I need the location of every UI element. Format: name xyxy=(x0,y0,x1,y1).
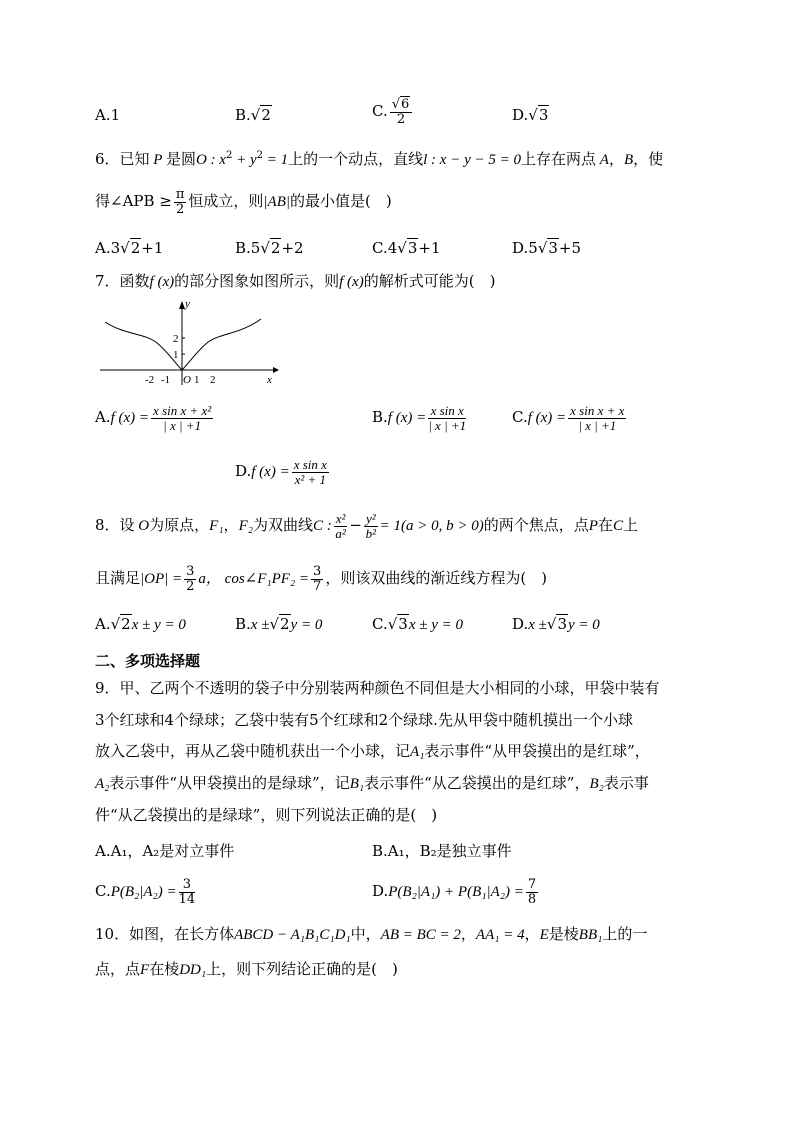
q8-f1: F₁ xyxy=(209,518,224,535)
q8-three: 3 xyxy=(186,564,195,579)
q8-cond: = 1(a > 0, b > 0) xyxy=(379,518,484,535)
q7-function-graph xyxy=(95,297,285,389)
function-curve xyxy=(105,319,261,370)
q9-option-d xyxy=(372,878,540,906)
q7-option-d-num: x sin x xyxy=(293,457,327,472)
y-label: y xyxy=(185,298,190,310)
q8-text-6: 上 xyxy=(622,516,638,535)
q10-text-6: 上的一 xyxy=(602,925,648,943)
q9-text-3b: 表示事件“从甲袋摸出的是红球”， xyxy=(424,742,650,760)
q9-option-c-fraction xyxy=(179,878,196,906)
q6-text-3: 上的一个动点，直线 xyxy=(288,150,424,168)
q6-two: 2 xyxy=(175,201,185,217)
q8-num2: y² xyxy=(365,511,376,526)
y-tick-label-1: 1 xyxy=(173,349,179,361)
q9-option-c-label: C. xyxy=(95,882,111,901)
q6-circle-eq-3: = 1 xyxy=(263,152,289,168)
q10-line-1 xyxy=(95,927,647,943)
q6-option-b-label: B. xyxy=(235,239,251,257)
x-tick-label-neg1: -1 xyxy=(161,374,171,386)
q9-option-a-label: A. xyxy=(95,842,111,860)
q6-line-eq: l : x − y − 5 = 0 xyxy=(423,152,521,168)
q8-x-fraction xyxy=(334,512,348,540)
q7-option-a xyxy=(95,404,215,432)
q10-line-2 xyxy=(95,962,398,978)
q6-option-a-tail: +1 xyxy=(141,239,164,257)
q9-option-c-text: P(B₂|A₂) = xyxy=(110,884,177,901)
q7-option-c-fx: f (x) = xyxy=(527,410,567,427)
q10-text-2: 中， xyxy=(350,925,381,943)
q5-option-a xyxy=(95,108,120,123)
q7-option-c-num: x sin x + x xyxy=(570,403,625,418)
q9-text-4c: 表示事 xyxy=(603,774,649,792)
q7-option-d-den: x² + 1 xyxy=(294,471,327,487)
q9-option-a xyxy=(95,844,234,859)
q8-option-a-tail: x ± y = 0 xyxy=(131,617,186,633)
q8-option-b-label: B. xyxy=(235,615,251,633)
q6-text-7: 的最小值是( ) xyxy=(290,192,392,211)
q6-angle-cond: 得∠APB ≥ xyxy=(95,192,172,211)
q6-text-5: ，使 xyxy=(633,150,664,168)
q8-den1: a² xyxy=(335,525,346,541)
q7-option-a-den: | x | +1 xyxy=(163,417,202,433)
q8-comma: ， xyxy=(223,516,239,535)
q9-option-d-num: 7 xyxy=(527,877,537,892)
q8-option-d: D.x ±√3y = 0 xyxy=(512,615,600,633)
q9-option-c xyxy=(95,878,197,906)
q8-three7: 3 xyxy=(313,564,322,579)
q5-option-a-text: A.1 xyxy=(95,106,121,124)
q7-option-a-fx: f (x) = xyxy=(110,410,150,427)
q8-text-8: ，则该双曲线的渐近线方程为( ) xyxy=(325,569,548,588)
q5-option-c-denominator: 2 xyxy=(396,111,406,127)
q5-option-b: B.√2 xyxy=(235,106,271,124)
q10-text-9: 上，则下列结论正确的是( ) xyxy=(206,960,398,978)
x-tick-label-2: 2 xyxy=(210,374,216,386)
q8-option-c: C.√3x ± y = 0 xyxy=(372,615,463,633)
q8-o: O xyxy=(138,518,150,535)
q8-text-4: 的两个焦点，点 xyxy=(483,516,589,535)
q7-option-a-label: A. xyxy=(95,408,111,427)
q6-text-1: 6．已知 xyxy=(95,150,150,168)
q8-three-halves xyxy=(184,565,196,593)
x-tick-label-1: 1 xyxy=(194,374,200,386)
q9-line-2: 3个红球和4个绿球；乙袋中装有5个红球和2个绿球.先从甲袋中随机摸出一个小球 xyxy=(95,711,633,729)
q8-option-b-rad: 2 xyxy=(280,615,290,633)
q6-option-d-rad: 3 xyxy=(548,239,558,257)
q8-y-fraction xyxy=(364,512,378,540)
q5-option-d-label: D. xyxy=(512,106,529,124)
y-tick-label-2: 2 xyxy=(173,333,179,345)
q8-op: |OP| = xyxy=(140,571,183,588)
q6-option-c-rad: 3 xyxy=(407,239,418,257)
q9-text-4b: 表示事件“从乙袋摸出的是红球”， xyxy=(364,774,590,792)
q8-c-label: C : xyxy=(312,518,332,535)
q8-p: P xyxy=(588,518,598,535)
q8-option-a-rad: 2 xyxy=(121,615,131,633)
q7-option-b xyxy=(372,404,468,432)
q8-seven: 7 xyxy=(313,578,322,594)
q9-line-1: 9．甲、乙两个不透明的袋子中分别装两种颜色不同但是大小相同的小球，甲袋中装有 xyxy=(95,679,660,697)
q6-option-d-label: D. xyxy=(512,239,529,257)
q6-option-a-coef: 3 xyxy=(110,239,121,257)
q9-line-3 xyxy=(95,744,650,760)
q8-text-7: 且满足 xyxy=(95,569,141,588)
q9-option-b-text: A₁，B₂是独立事件 xyxy=(387,842,512,860)
q8-option-d-tail: y = 0 xyxy=(568,617,600,633)
q10-text-5: 是棱 xyxy=(548,925,579,943)
q8-option-c-rad: 3 xyxy=(398,615,408,633)
q5-option-d-radicand: 3 xyxy=(538,106,549,124)
q8-text-2: 为原点， xyxy=(149,516,210,535)
q10-text-8: 在棱 xyxy=(149,960,180,978)
q6-option-b-rad: 2 xyxy=(270,239,281,257)
q10-text-1: 10．如图，在长方体 xyxy=(95,925,235,943)
q8-c: C xyxy=(612,518,623,535)
q10-aa1: AA₁ = 4 xyxy=(475,927,525,943)
q7-option-c-den: | x | +1 xyxy=(578,417,617,433)
q6-option-b: B.5√2+2 xyxy=(235,239,304,257)
q6-option-d: D.5√3+5 xyxy=(512,239,582,257)
q8-text-1: 8．设 xyxy=(95,516,135,535)
q6-text-2: 是圆 xyxy=(165,150,196,168)
q9-option-d-den: 8 xyxy=(527,891,537,907)
q6-text-4: 上存在两点 xyxy=(521,150,597,168)
q5-option-b-label: B. xyxy=(235,106,251,124)
q8-minus: − xyxy=(349,516,362,535)
q9-a2: A₂ xyxy=(95,776,110,792)
q7-option-b-num: x sin x xyxy=(428,404,466,419)
q6-line-2 xyxy=(95,188,392,216)
q8-option-d-rad: 3 xyxy=(557,615,568,633)
q7-option-b-label: B. xyxy=(372,408,388,427)
q10-ab: AB = BC = 2 xyxy=(380,927,461,943)
q9-line-5: 件“从乙袋摸出的是绿球”，则下列说法正确的是( ) xyxy=(95,806,438,824)
q6-option-a: A.3√2+1 xyxy=(95,239,164,257)
q9-option-d-text: P(B₂|A₁) + P(B₁|A₂) = xyxy=(388,884,524,901)
q7-text-1: 7．函数 xyxy=(95,272,150,290)
q6-circle-eq-1: O : x xyxy=(195,152,226,168)
q5-option-b-radicand: 2 xyxy=(261,106,271,124)
q7-option-c-label: C. xyxy=(512,408,528,427)
q9-text-3a: 放入乙袋中，再从乙袋中随机获出一个小球，记 xyxy=(95,742,411,760)
q6-option-c: C.4√3+1 xyxy=(372,239,441,257)
q7-option-c-fraction xyxy=(568,404,626,432)
q7-stem xyxy=(95,274,495,290)
q9-option-a-text: A₁，A₂是对立事件 xyxy=(110,842,235,860)
x-label: x xyxy=(267,374,272,386)
q6-circle-eq-2: + y xyxy=(232,152,257,168)
q7-option-b-fraction xyxy=(428,404,466,432)
q9-option-d-fraction xyxy=(526,878,538,906)
q5-option-d: D.√3 xyxy=(512,106,549,124)
q9-option-b-label: B. xyxy=(372,842,388,860)
q10-bb1: BB₁ xyxy=(578,927,603,943)
q6-text-6: 恒成立，则 xyxy=(188,192,264,211)
q7-option-d-fx: f (x) = xyxy=(251,464,290,481)
q7-text-3: 的解析式可能为( ) xyxy=(363,272,496,290)
q8-f2: F₂ xyxy=(238,518,253,535)
q7-option-a-fraction xyxy=(151,404,213,432)
q9-option-c-num: 3 xyxy=(179,878,196,893)
q8-den2: b² xyxy=(365,525,376,541)
q8-option-c-label: C. xyxy=(372,615,388,633)
q6-pi: π xyxy=(175,187,185,202)
q6-option-b-tail: +2 xyxy=(281,239,304,257)
q8-option-c-tail: x ± y = 0 xyxy=(408,617,463,633)
q8-three-sevenths xyxy=(311,565,323,593)
q8-num1: x² xyxy=(335,511,346,526)
q8-option-d-label: D. xyxy=(512,615,529,633)
q5-option-c-label: C. xyxy=(372,102,388,121)
q6-option-d-coef: 5 xyxy=(528,239,538,257)
q8-two: 2 xyxy=(186,578,195,594)
q10-text-4: ， xyxy=(524,925,540,943)
q6-line-1: 6．已知 P 是圆O : $x^2 + y^2 = 1$上的一个动点，直线l : x − y − 5 = 0上存在两点 A，B，使 xyxy=(95,150,664,168)
q8-option-b: B.x ±√2y = 0 xyxy=(235,615,323,633)
q5-option-c-numerator: 6 xyxy=(401,97,410,112)
q8-text-3: 为双曲线 xyxy=(252,516,313,535)
q6-option-c-label: C. xyxy=(372,239,388,257)
origin-label: O xyxy=(183,374,191,386)
q8-option-b-tail: y = 0 xyxy=(290,617,323,633)
q7-fx-1: f (x) xyxy=(149,274,175,290)
q9-line-4 xyxy=(95,776,649,792)
q6-option-a-label: A. xyxy=(95,239,111,257)
q10-f: F xyxy=(140,962,150,978)
x-tick-label-neg2: -2 xyxy=(145,374,155,386)
q8-option-a-label: A. xyxy=(95,615,111,633)
q9-option-b xyxy=(372,844,512,859)
q9-option-d-label: D. xyxy=(372,882,389,901)
q7-text-2: 的部分图象如图所示，则 xyxy=(174,272,340,290)
q8-option-a: A.√2x ± y = 0 xyxy=(95,615,186,633)
q6-option-c-tail: +1 xyxy=(418,239,441,257)
q7-option-c xyxy=(512,404,628,432)
q9-b1: B₁ xyxy=(349,776,365,792)
q9-option-c-den: 14 xyxy=(178,891,196,907)
q9-a1: A₁ xyxy=(410,744,425,760)
q10-dd1: DD₁ xyxy=(179,962,207,978)
q10-text-7: 点，点 xyxy=(95,960,141,978)
q6-ab: |AB| xyxy=(263,194,290,211)
q6-option-b-coef: 5 xyxy=(250,239,261,257)
q9-b2: B₂ xyxy=(589,776,604,792)
q7-option-d xyxy=(235,458,331,486)
q9-text-4a: 表示事件“从甲袋摸出的是绿球”，记 xyxy=(109,774,350,792)
q7-fx-2: f (x) xyxy=(339,274,364,290)
q7-option-b-den: | x | +1 xyxy=(428,417,467,433)
q7-option-b-fx: f (x) = xyxy=(387,410,427,427)
q7-option-a-num: x sin x + x² xyxy=(153,403,212,418)
q6-option-a-rad: 2 xyxy=(130,239,141,257)
q8-line-1 xyxy=(95,512,638,540)
q7-option-d-label: D. xyxy=(235,462,252,481)
q5-option-c xyxy=(372,98,414,126)
section-heading: 二、多项选择题 xyxy=(95,652,201,670)
q6-pi-fraction xyxy=(174,188,187,216)
q10-text-3: ， xyxy=(460,925,476,943)
q7-option-d-fraction xyxy=(292,458,329,486)
q8-line-2 xyxy=(95,565,547,593)
q8-cos: ， cos∠F₁PF₂ = xyxy=(205,571,310,588)
q8-option-d-head: x ± xyxy=(528,617,547,633)
q10-box: ABCD − A₁B₁C₁D₁ xyxy=(234,927,351,943)
q6-option-c-coef: 4 xyxy=(387,239,398,257)
q5-option-c-fraction: $\frac{√6}{2}$ xyxy=(390,98,413,126)
q8-option-b-head: x ± xyxy=(250,617,270,633)
x-axis-arrow xyxy=(273,367,279,373)
q8-text-5: 在 xyxy=(597,516,613,535)
q10-e: E xyxy=(539,927,549,943)
q6-option-d-tail: +5 xyxy=(558,239,582,257)
q8-a: a xyxy=(198,571,206,588)
